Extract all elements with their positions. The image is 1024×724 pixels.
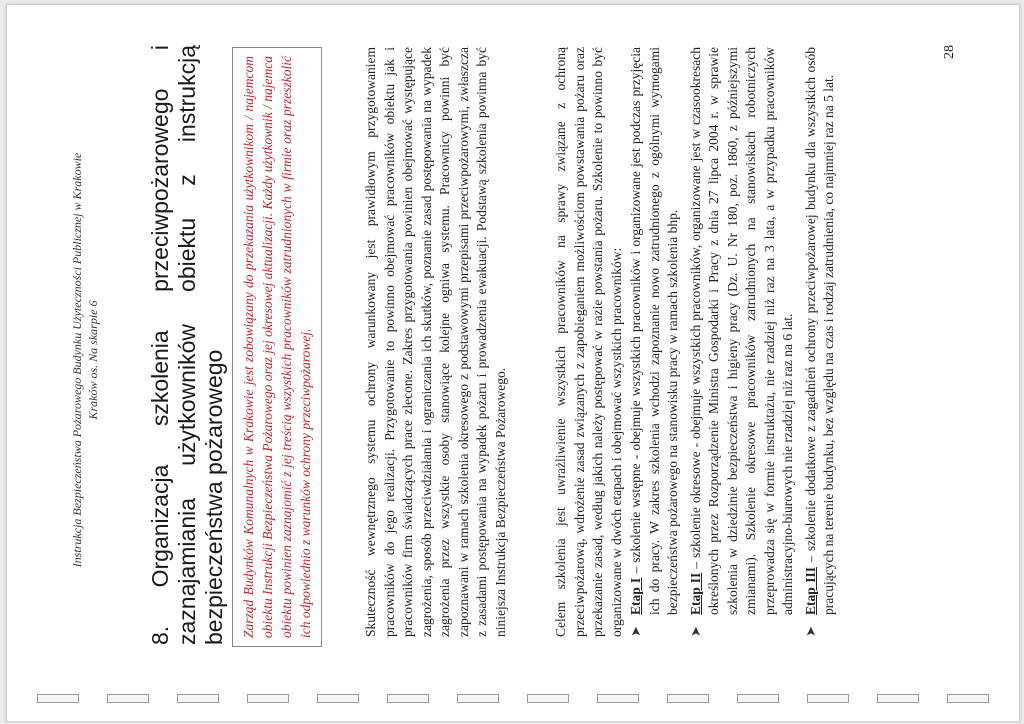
binder-tab bbox=[877, 694, 919, 703]
stage-text: – szkolenie okresowe - obejmuje wszystkich pracowników, organizowane jest w czasookresach określonych przez Rozporządzenie Ministra Gospodarki i Pracy z dnia 27 lipca 2004 r. w sprawie szkolenia w dziedzinie bezpieczeństwa i higieny pracy (Dz. U. Nr 180, poz. 1860, z późniejszymi zmianami). Szkolenie okresowe pracowników zatrudnionych na stanowiskach robotniczych przeprowadza się w formie instruktażu, nie rzadziej niż raz na 3 lata, a w przypadku pracowników administracyjno-biurowych nie rzadziej niż raz na 6 lat. bbox=[687, 46, 795, 615]
stage-text: – szkolenie wstępne - obejmuje wszystkich pracowników i organizowane jest podczas przyjęcia ich do pracy. W zakres szkolenia wchodzi zapoznanie nowo zatrudnionego z ogólnymi wymogami bezpieczeństwa pożarowego na stanowisku pracy w ramach szkolenia bhp. bbox=[628, 47, 680, 615]
binder-tab bbox=[737, 694, 779, 703]
binder-tab bbox=[107, 694, 149, 703]
stage-name: Etap I bbox=[628, 577, 643, 615]
arrow-bullet-icon: ➤ bbox=[802, 626, 818, 637]
section-title: 8. Organizacja szkolenia przeciwpożarowego i zaznajamiania użytkowników obiektu z instrukcją bezpieczeństwa pożarowego bbox=[147, 45, 227, 645]
notice-box: Zarząd Budynków Komunalnych w Krakowie jest zobowiązany do przekazania użytkownikom / najemcom obiektu Instrukcji Bezpieczeństwa Pożarowego oraz jej okresowej aktualizacji. Każdy użytkownik / najemca obiektu powinien zaznajomić z jej treścią wszystkich pracowników zatrudnionych w firmie oraz przeszkolić ich odpowiednio z warunków ochrony przeciwpożarowej. bbox=[232, 47, 322, 647]
stage-name: Etap III bbox=[802, 566, 818, 615]
paragraph-training-goal: Celem szkolenia jest uwrażliwienie wszystkich pracowników na sprawy związane z ochroną przeciwpożarową, wdrożenie zasad związanych z zapobieganiem możliwościom powstawania pożaru oraz przekazanie zasad, według jakich należy postępować w razie powstania pożaru. Szkolenie to powinno być organizowane w dwóch etapach i obejmować wszystkich pracowników: bbox=[553, 47, 624, 637]
binder-tab bbox=[457, 694, 499, 703]
stage-text: – szkolenie dodatkowe z zagadnień ochrony przeciwpożarowej budynku dla wszystkich osób pracujących na terenie budynku, bez względu na czas i rodzaj zatrudnienia, co najmniej raz na 5 lat. bbox=[802, 47, 836, 615]
rotated-page bbox=[17, 15, 1017, 705]
binder-tab bbox=[597, 694, 639, 703]
training-stages-list bbox=[627, 47, 843, 637]
binder-tab bbox=[247, 694, 289, 703]
page-number: 28 bbox=[942, 45, 957, 59]
list-item bbox=[687, 47, 798, 637]
binder-tabs bbox=[17, 691, 1017, 705]
binder-tab bbox=[317, 694, 359, 703]
binder-tab bbox=[667, 694, 709, 703]
arrow-bullet-icon: ➤ bbox=[628, 626, 643, 637]
stage-name: Etap II bbox=[687, 572, 703, 615]
header-line-2: Kraków os. Na skarpie 6 bbox=[86, 300, 100, 420]
header-line-1: Instrukcja Bezpieczeństwa Pożarowego Budynku Użyteczności Publicznej w Krakowie bbox=[70, 152, 84, 568]
binder-tab bbox=[527, 694, 569, 703]
running-header bbox=[69, 15, 101, 705]
list-item bbox=[802, 47, 839, 637]
binder-tab bbox=[947, 694, 989, 703]
binder-tab bbox=[807, 694, 849, 703]
paragraph-preparation: Skuteczność wewnętrznego systemu ochrony warunkowany jest prawidłowym przygotowaniem pracowników do jego realizacji. Przygotowanie to powinno obejmować pracowników obiektu jak i pracowników firm świadczących prace zlecone. Zakres przygotowania powinien obejmować występujące zagrożenia, sposób przeciwdziałania i ograniczania ich skutków, poznanie zasad postępowania na wypadek zagrożenia przez wszystkie osoby stanowiące kolejne ogniwa systemu. Pracownicy powinni być zapoznawani w ramach szkolenia okresowego z podstawowymi przepisami przeciwpożarowymi, zwłaszcza z zasadami postępowania na wypadek pożaru i prowadzenia ewakuacji. Podstawą szkolenia powinna być niniejsza Instrukcja Bezpieczeństwa Pożarowego. bbox=[363, 47, 508, 637]
document-sheet bbox=[6, 4, 1020, 722]
binder-tab bbox=[177, 694, 219, 703]
binder-tab bbox=[387, 694, 429, 703]
arrow-bullet-icon: ➤ bbox=[687, 626, 703, 637]
list-item bbox=[627, 47, 683, 637]
